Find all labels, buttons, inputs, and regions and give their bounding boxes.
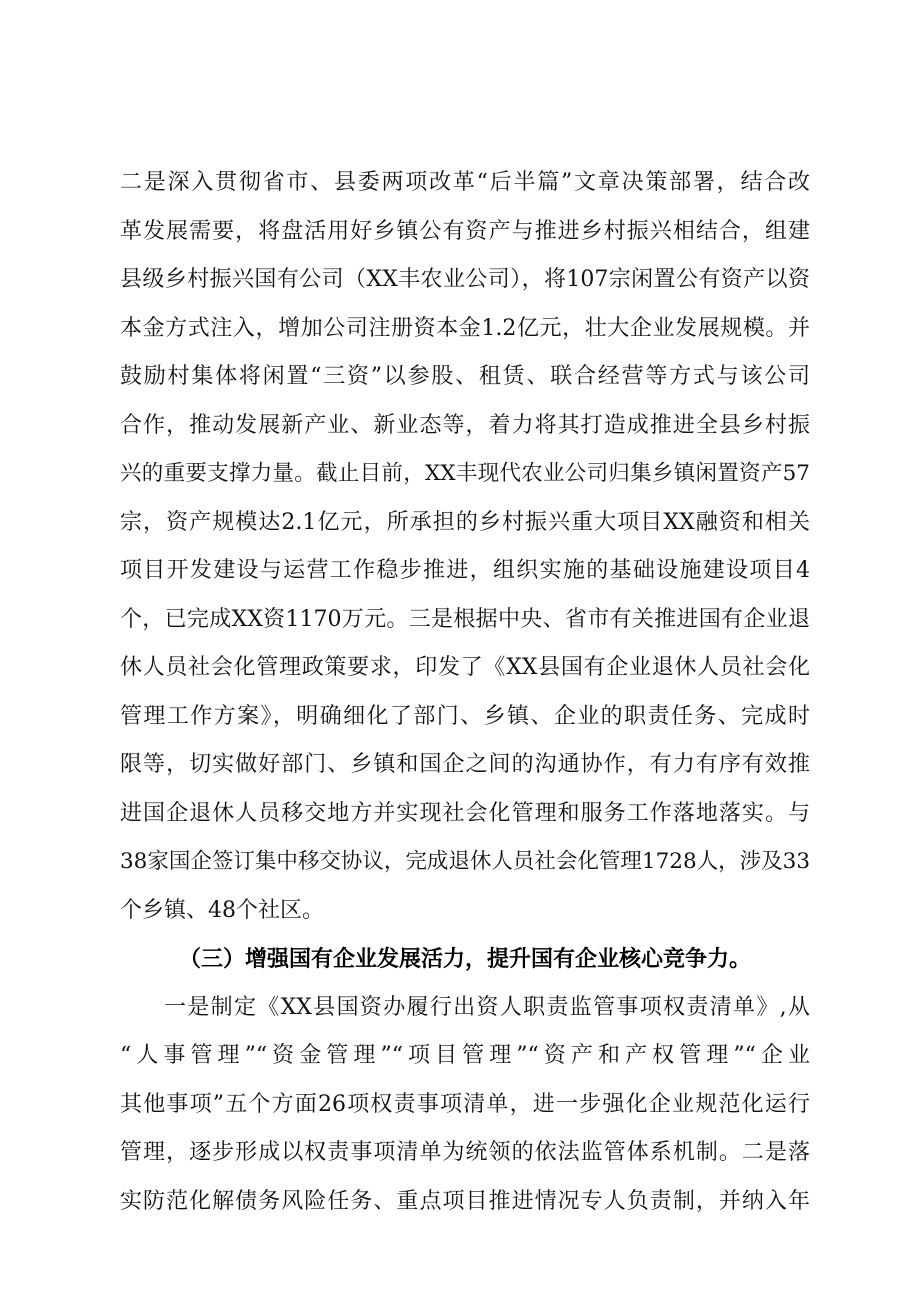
paragraph-line: 其他事项”五个方面26项权责事项清单，进一步强化企业规范化运行 <box>120 1092 810 1117</box>
paragraph-line: 进国企退休人员移交地方并实现社会化管理和服务工作落地落实。与 <box>120 801 810 826</box>
paragraph-line: 革发展需要，将盘活用好乡镇公有资产与推进乡村振兴相结合，组建 <box>120 219 810 244</box>
paragraph-line: 本金方式注入，增加公司注册资本金1.2亿元，壮大企业发展规模。并 <box>120 316 810 341</box>
paragraph-line: 二是深入贯彻省市、县委两项改革“后半篇”文章决策部署，结合改 <box>120 170 810 195</box>
section-heading: （三）增强国有企业发展活力，提升国有企业核心竞争力。 <box>178 946 751 972</box>
paragraph-line: 管理，逐步形成以权责事项清单为统领的依法监管体系机制。二是落 <box>120 1140 810 1165</box>
paragraph-line: 实防范化解债务风险任务、重点项目推进情况专人负责制，并纳入年 <box>120 1189 810 1214</box>
paragraph-line: 个乡镇、48个社区。 <box>120 898 324 923</box>
paragraph-line: 个，已完成XX资1170万元。三是根据中央、省市有关推进国有企业退 <box>120 607 810 632</box>
paragraph-line: 鼓励村集体将闲置“三资”以参股、租赁、联合经营等方式与该公司 <box>120 364 810 389</box>
paragraph-line: “人事管理”“资金管理”“项目管理”“资产和产权管理”“企业 <box>120 1043 810 1068</box>
paragraph-line: 38家国企签订集中移交协议，完成退休人员社会化管理1728人，涉及33 <box>120 849 810 874</box>
paragraph-line: 一是制定《XX县国资办履行出资人职责监管事项权责清单》,从 <box>164 995 810 1020</box>
paragraph-line: 县级乡村振兴国有公司（XX丰农业公司），将107宗闲置公有资产以资 <box>120 267 810 292</box>
paragraph-line: 休人员社会化管理政策要求，印发了《XX县国有企业退休人员社会化 <box>120 655 810 680</box>
paragraph-line: 兴的重要支撑力量。截止目前，XX丰现代农业公司归集乡镇闲置资产57 <box>120 461 810 486</box>
paragraph-line: 管理工作方案》，明确细化了部门、乡镇、企业的职责任务、完成时 <box>120 704 810 729</box>
paragraph-line: 限等，切实做好部门、乡镇和国企之间的沟通协作，有力有序有效推 <box>120 752 810 777</box>
paragraph-line: 合作，推动发展新产业、新业态等，着力将其打造成推进全县乡村振 <box>120 413 810 438</box>
paragraph-line: 项目开发建设与运营工作稳步推进，组织实施的基础设施建设项目4 <box>120 558 810 583</box>
paragraph-line: 宗，资产规模达2.1亿元，所承担的乡村振兴重大项目XX融资和相关 <box>120 510 810 535</box>
